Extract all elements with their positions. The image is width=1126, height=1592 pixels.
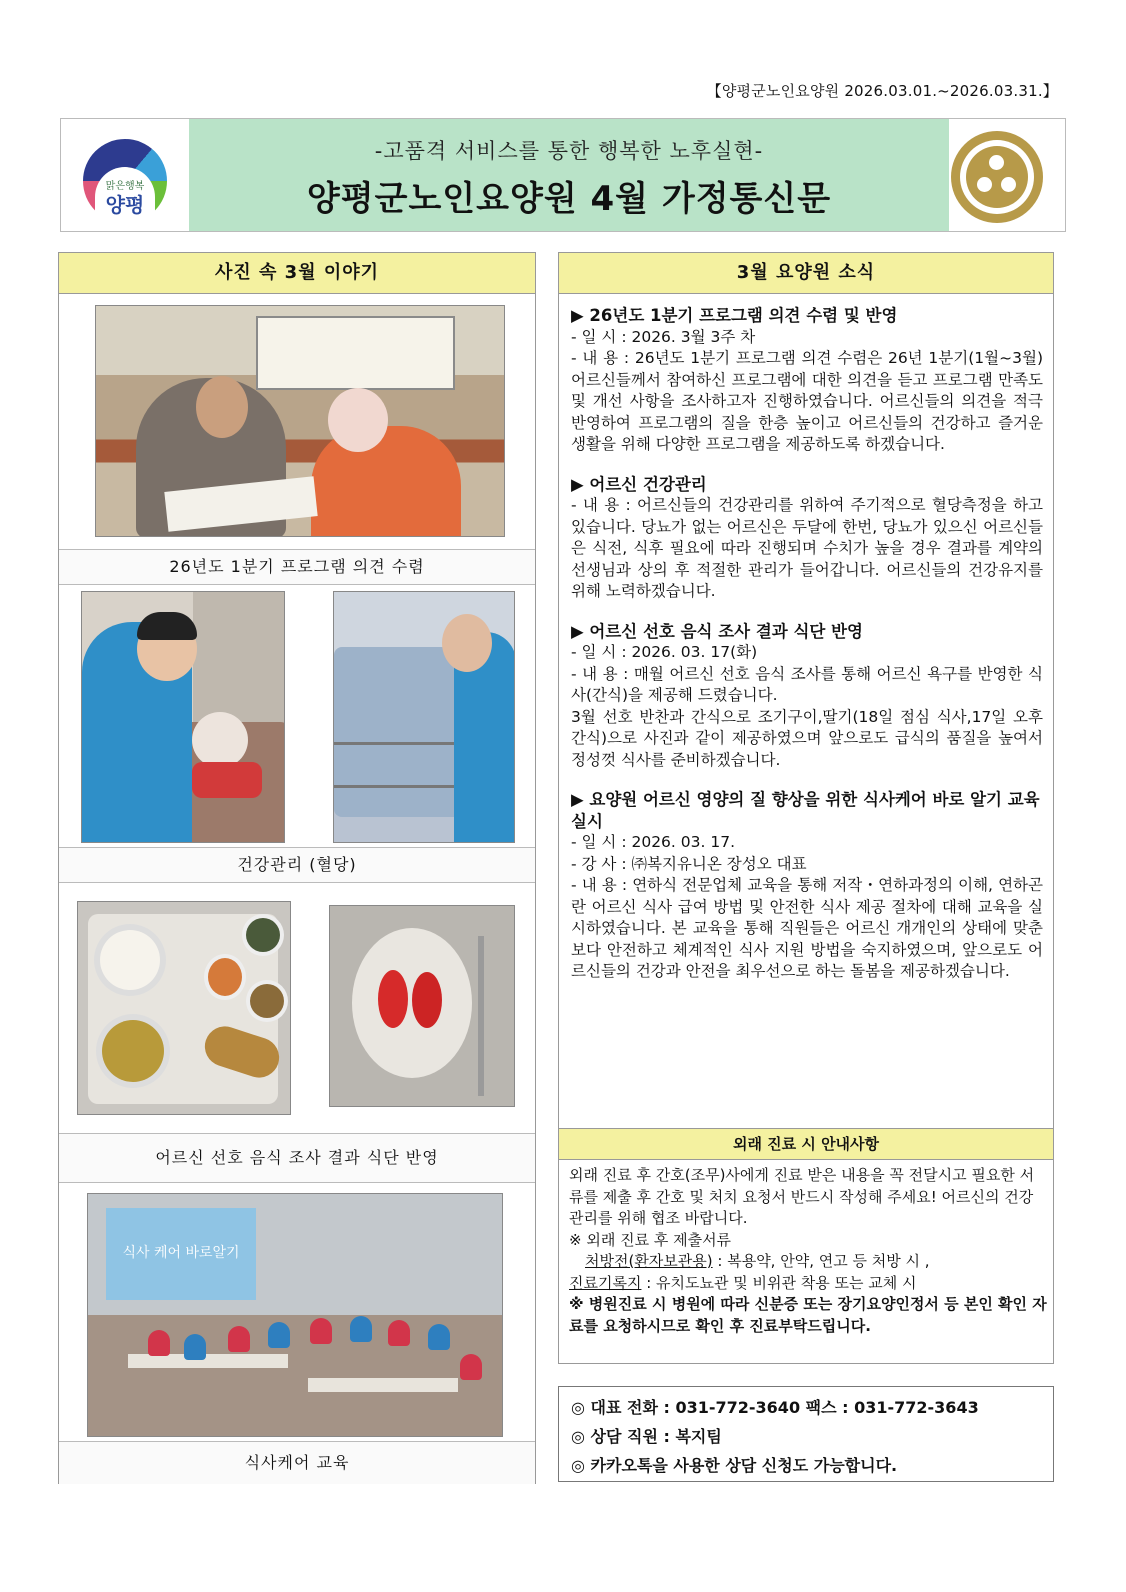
notice-warning: ※ 병원진료 시 병원에 따라 신분증 또는 장기요양인정서 등 본인 확인 자료를 요청하시므로 확인 후 진료부탁드립니다. [569, 1295, 1047, 1335]
contact-kakao: ◎ 카카오톡을 사용한 상담 신청도 가능합니다. [571, 1456, 898, 1475]
contact-staff: ◎ 상담 직원 : 복지팀 [571, 1427, 722, 1446]
news-item-line: - 내 용 : 26년도 1분기 프로그램 의견 수렴은 26년 1분기(1월~3월) 어르신들께서 참여하신 프로그램에 대한 의견을 듣고 프로그램 만족도 및 개선 사항을 조사하고자 진행하였습니다. 어르신들의 의견을 적극 반영하여 프로그램의 질을 한층 높이고 어르신들의 건강하고 즐거운 생활을 위해 다양한 프로그램을 제공하도록 하겠습니다. [571, 349, 1043, 453]
news-column [558, 252, 1054, 1130]
doc2-label: 진료기록지 [569, 1273, 642, 1292]
photo-meal-care-education [87, 1193, 503, 1437]
banner-center [189, 119, 949, 231]
photo-caption: 26년도 1분기 프로그램 의견 수렴 [59, 549, 535, 585]
notice-heading: 외래 진료 시 안내사항 [559, 1129, 1053, 1160]
news-item-line: - 일 시 : 2026. 03. 17(화) [571, 643, 758, 661]
news-item-line: - 일 시 : 2026. 03. 17. [571, 833, 735, 851]
news-item-line: - 강 사 : ㈜복지유니온 장성오 대표 [571, 854, 807, 873]
notice-doc1 [569, 1251, 1047, 1273]
notice-body [569, 1165, 1047, 1337]
emblem-icon [951, 131, 1043, 223]
news-item-title: ▶ 요양원 어르신 영양의 질 향상을 위한 식사케어 바로 알기 교육 실시 [571, 790, 1040, 831]
news-item-line: 3월 선호 반찬과 간식으로 조기구이,딸기(18일 점심 식사,17일 오후 간식)으로 사진과 같이 제공하였으며 앞으로도 급식의 품질을 높여서 정성껏 식사를 준비하겠습니다. [571, 707, 1043, 769]
news-item-line: - 내 용 : 매월 어르신 선호 음식 조사를 통해 어르신 욕구를 반영한 식사(간식)을 제공해 드렸습니다. [571, 664, 1043, 704]
photo-opinion-survey [95, 305, 505, 537]
news-item-line: - 일 시 : 2026. 3월 3주 차 [571, 327, 756, 346]
doc2-text: : 유치도뇨관 및 비위관 착용 또는 교체 시 [641, 1273, 917, 1292]
photo-column [58, 252, 536, 1484]
photo-caption: 어르신 선호 음식 조사 결과 식단 반영 [59, 1133, 535, 1183]
photo-caption: 건강관리 (혈당) [59, 847, 535, 883]
news-item-title: ▶ 26년도 1분기 프로그램 의견 수렴 및 반영 [571, 306, 898, 325]
news-item-line: - 내 용 : 연하식 전문업체 교육을 통해 저작・연하과정의 이해, 연하곤란 어르신 식사 급여 방법 및 안전한 식사 제공 절차에 대해 교육을 실시하였습니다. 본 교육을 통해 직원들은 어르신 개개인의 상태에 맞춘 보다 안전하고 체계적인 식사 지원 방법을 숙지하였으며, 앞으로도 어르신들의 건강과 안전을 최우선으로 하는 돌봄을 제공하겠습니다. [571, 876, 1043, 980]
outpatient-notice [558, 1128, 1054, 1364]
news-item-title: ▶ 어르신 건강관리 [571, 474, 707, 494]
photo-blood-sugar-1 [81, 591, 285, 843]
doc1-text: : 복용약, 안약, 연고 등 처방 시 , [712, 1252, 930, 1270]
page-title: 양평군노인요양원 4월 가정통신문 [306, 179, 832, 219]
contact-box [558, 1386, 1054, 1482]
logo-main-text: 양평 [105, 193, 145, 217]
news-column-heading: 3월 요양원 소식 [559, 253, 1053, 294]
photo-column-heading: 사진 속 3월 이야기 [59, 253, 535, 294]
notice-text: 외래 진료 후 간호(조무)사에게 진료 받은 내용을 꼭 전달시고 필요한 서류를 제출 후 간호 및 처치 요청서 반드시 작성해 주세요! 어르신의 건강관리를 위해 협조 바랍니다. [569, 1166, 1035, 1227]
slogan: -고품격 서비스를 통한 행복한 노후실현- [374, 139, 764, 163]
news-item-title: ▶ 어르신 선호 음식 조사 결과 식단 반영 [571, 621, 863, 641]
news-item-line: - 내 용 : 어르신들의 건강관리를 위하여 주기적으로 혈당측정을 하고 있습니다. 당뇨가 없는 어르신은 두달에 한번, 당뇨가 있으신 어르신들은 식전, 식후 필요에 따라 진행되며 수치가 높을 경우 결과를 계약의선생님과 상의 후 적절한 관리가 들어갑니다. 어르신들의 건강유지를 위해 노력하겠습니다. [571, 496, 1043, 600]
news-list [571, 305, 1043, 983]
notice-docs-title: ※ 외래 진료 후 제출서류 [569, 1230, 732, 1249]
photo-meal-tray [77, 901, 291, 1115]
yangpyeong-logo [81, 137, 169, 217]
screen-text: 식사 케어 바로알기 [122, 1245, 240, 1261]
contact-phone: ◎ 대표 전화 : 031-772-3640 팩스 : 031-772-3643 [571, 1398, 979, 1417]
header-banner [60, 118, 1066, 232]
photo-strawberry [329, 905, 515, 1107]
period-label: 【양평군노인요양원 2026.03.01.~2026.03.31.】 [706, 82, 1058, 100]
doc1-label: 처방전(환자보관용) [585, 1252, 713, 1270]
logo-sub-text: 맑은행복 [105, 181, 145, 192]
notice-doc2 [569, 1273, 1047, 1295]
photo-blood-sugar-2 [333, 591, 515, 843]
photo-caption: 식사케어 교육 [59, 1441, 535, 1484]
